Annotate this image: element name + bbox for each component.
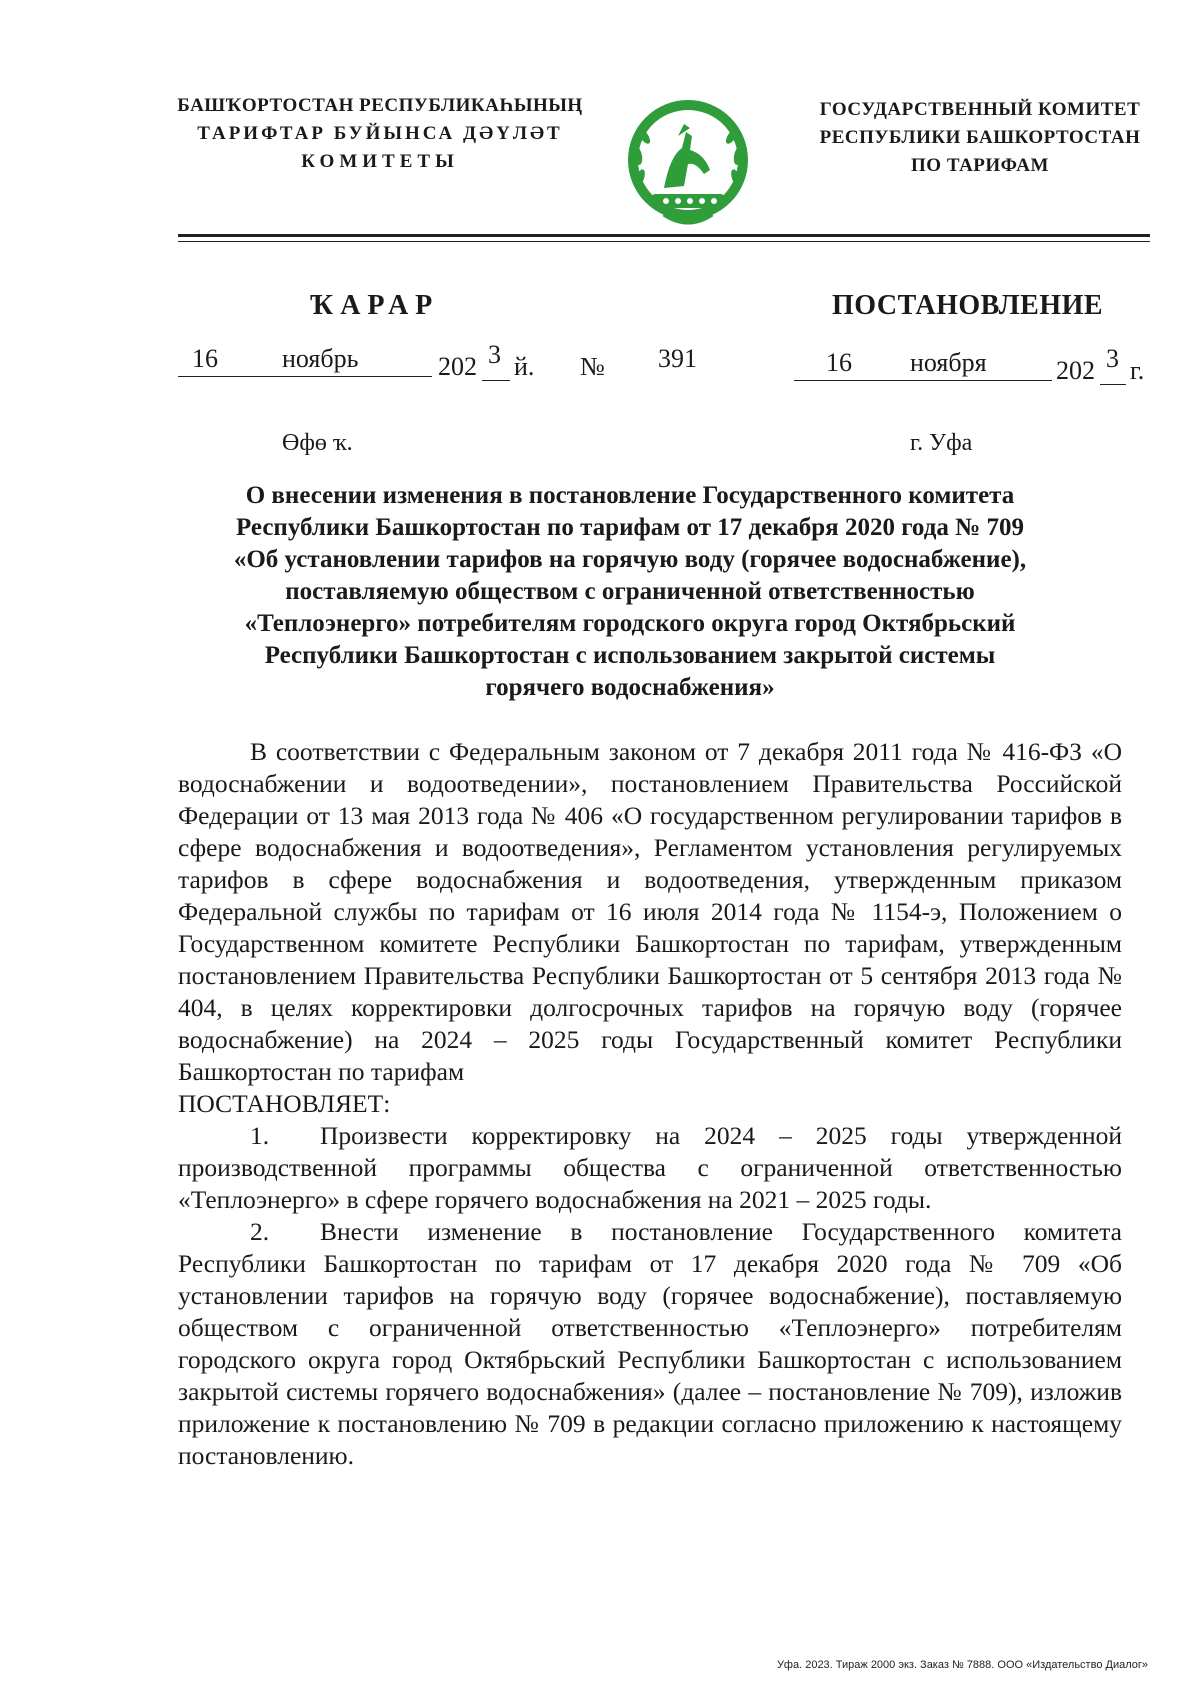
date-right-suffix: г. [1130,356,1145,385]
date-right-underline [794,380,1052,381]
subject-line: О внесении изменения в постановление Государственного комитета [245,482,1015,509]
number-sign: № [580,352,605,381]
subject-line: Республики Башкортостан с использованием закрытой системы [264,642,996,669]
subject-line: горячего водоснабжения» [485,674,775,701]
date-left-year-underline [482,380,510,381]
list-item-text: Внести изменение в постановление Государственного комитета Республики Башкортостан по тарифам от 17 декабря 2020 года № 709 «Об установлении тарифов на горячую воду (горячее водоснабжение), поставляемую обществом с ограниченной ответственностью «Теплоэнерго» потребителям городского округа город Октябрьский Республики Башкортостан с использованием закрытой системы горячего водоснабжения» (далее – постановление № 709), изложив приложение к постановлению № 709 в редакции согласно приложению к настоящему постановлению. [178,1217,1122,1470]
bashkortostan-coat-of-arms-icon [624,96,752,232]
title-karar: ҠАРАР [310,290,440,321]
document-subject [180,480,1080,704]
list-item [178,1120,1122,1216]
date-left-year-prefix: 202 [438,352,477,381]
decree-word: ПОСТАНОВЛЯЕТ: [178,1089,391,1118]
header-right-line-2: РЕСПУБЛИКИ БАШКОРТОСТАН [819,127,1141,148]
title-postanovlenie: ПОСТАНОВЛЕНИЕ [832,290,1104,321]
list-item-text: Произвести корректировку на 2024 – 2025 годы утвержденной производственной программы общества с ограниченной ответственностью «Теплоэнерго» в сфере горячего водоснабжения на 2021 – 2025 годы. [178,1121,1122,1214]
date-right-day: 16 [826,348,852,377]
document-number: 391 [658,344,697,373]
date-right-year-prefix: 202 [1056,356,1095,385]
subject-line: «Теплоэнерго» потребителям городского округа город Октябрьский [244,610,1016,637]
list-item [178,1216,1122,1472]
date-right-year-underline [1100,384,1126,385]
subject-line: «Об установлении тарифов на горячую воду (горячее водоснабжение), [233,546,1027,573]
header-right-russian [780,96,1180,180]
print-imprint: Уфа. 2023. Тираж 2000 экз. Заказ № 7888. ООО «Издательство Диалог» [776,1659,1148,1671]
header-left-bashkir [170,92,590,176]
date-left-underline [178,376,432,377]
header-left-line-3: КОМИТЕТЫ [301,151,459,172]
document-body [178,736,1122,1472]
date-left-month: ноябрь [282,344,359,373]
date-right-month: ноября [910,348,987,377]
date-left-day: 16 [192,344,218,373]
header-divider-thick [178,234,1150,237]
list-item-number: 1. [250,1121,270,1150]
subject-line: Республики Башкортостан по тарифам от 17 декабря 2020 года № 709 [235,514,1024,541]
date-left-year-digit: 3 [488,340,501,369]
preamble-paragraph: В соответствии с Федеральным законом от 7 декабря 2011 года № 416-ФЗ «О водоснабжении и водоотведении», постановлением Правительства Российской Федерации от 13 мая 2013 года № 406 «О государственном регулировании тарифов в сфере водоснабжения и водоотведения», Регламентом установления регулируемых тарифов в сфере водоснабжения и водоотведения, утвержденным приказом Федеральной службы по тарифам от 16 июля 2014 года № 1154-э, Положением о Государственном комитете Республики Башкортостан по тарифам, утвержденным постановлением Правительства Республики Башкортостан от 5 сентября 2013 года № 404, в целях корректировки долгосрочных тарифов на горячую воду (горячее водоснабжение) на 2024 – 2025 годы Государственный комитет Республики Башкортостан по тарифам [178,737,1122,1086]
place-bashkir: Өфө ҡ. [282,430,353,456]
header-divider-thin [178,241,1150,242]
header-right-line-3: ПО ТАРИФАМ [911,155,1049,176]
date-right-year-digit: 3 [1106,344,1119,373]
header-left-line-2: ТАРИФТАР БУЙЫНСА ДӘҮЛӘТ [197,123,563,144]
place-russian: г. Уфа [910,430,973,456]
date-left-suffix: й. [514,352,535,381]
subject-line: поставляемую обществом с ограниченной ответственностью [285,578,975,605]
header-left-line-1: БАШҠОРТОСТАН РЕСПУБЛИКАҺЫНЫҢ [177,95,583,116]
header-right-line-1: ГОСУДАРСТВЕННЫЙ КОМИТЕТ [819,99,1141,120]
list-item-number: 2. [250,1217,270,1246]
